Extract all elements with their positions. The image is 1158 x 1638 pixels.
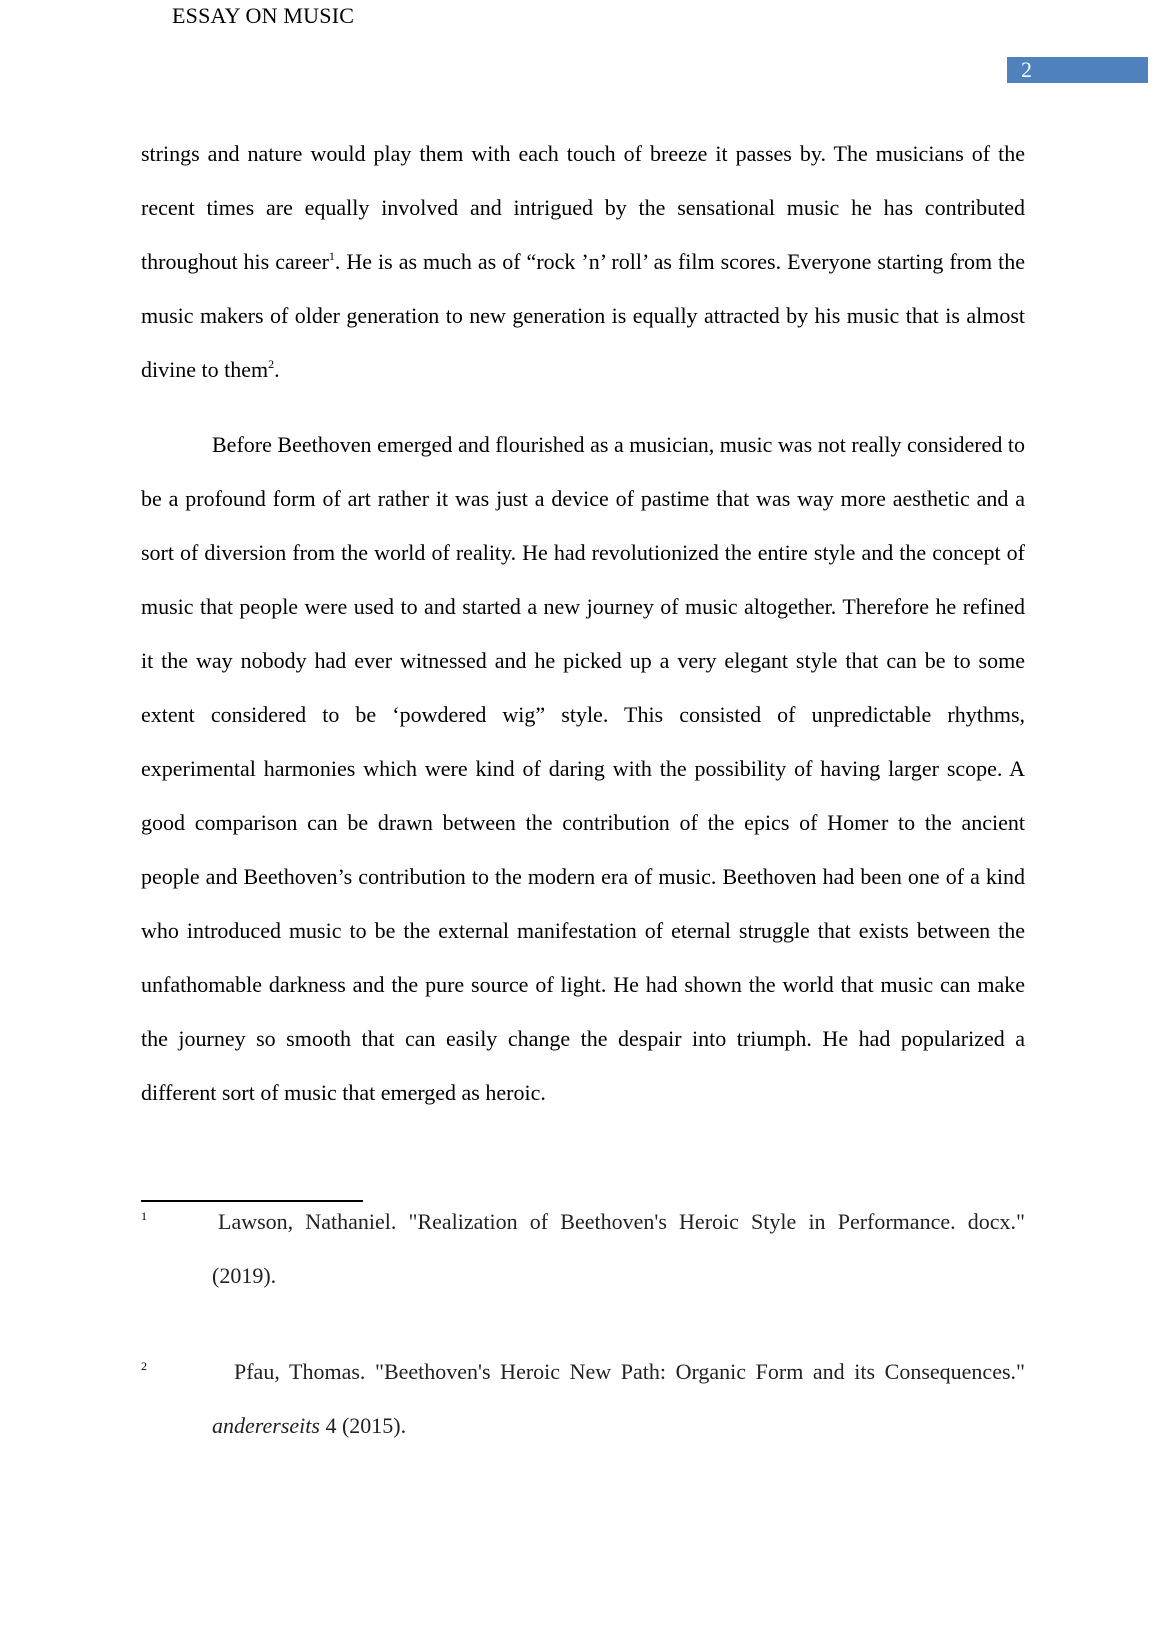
paragraph-1-text-b: . He is as much as of “rock ’n’ roll’ as film scores. Everyone starting from the music makers of older generation to new generation is equally attracted by his music that is almost divine to them xyxy=(141,249,1025,382)
footnote-ref-2[interactable]: 2 xyxy=(268,357,275,371)
running-head: ESSAY ON MUSIC xyxy=(172,3,355,28)
footnote-1-text: Lawson, Nathaniel. "Realization of Beethoven's Heroic Style in Performance. docx." (2019). xyxy=(212,1209,1025,1288)
footnote-2-number: 2 xyxy=(141,1359,147,1373)
paragraph-1-text-a: strings and nature would play them with each touch of breeze it passes by. The musicians of the recent times are equally involved and intrigued by the sensational music he has contributed throughout his career xyxy=(141,141,1025,274)
paragraph-2: Before Beethoven emerged and flourished as a musician, music was not really considered to be a profound form of art rather it was just a device of pastime that was way more aesthetic and a sort of diversion from the world of reality. He had revolutionized the entire style and the concept of music that people were used to and started a new journey of music altogether. Therefore he refined it the way nobody had ever witnessed and he picked up a very elegant style that can be to some extent considered to be ‘powdered wig” style. This consisted of unpredictable rhythms, experimental harmonies which were kind of daring with the possibility of having larger scope. A good comparison can be drawn between the contribution of the epics of Homer to the ancient people and Beethoven’s contribution to the modern era of music. Beethoven had been one of a kind who introduced music to be the external manifestation of eternal struggle that exists between the unfathomable darkness and the pure source of light. He had shown the world that music can make the journey so smooth that can easily change the despair into triumph. He had popularized a different sort of music that emerged as heroic. xyxy=(141,432,1025,1105)
footnote-1-number: 1 xyxy=(141,1209,147,1223)
footnote-2-journal: andererseits xyxy=(212,1413,320,1438)
page-number-box xyxy=(1007,57,1148,83)
page-number: 2 xyxy=(1021,57,1032,82)
footnote-2-text: Pfau, Thomas. "Beethoven's Heroic New Path: Organic Form and its Consequences." xyxy=(234,1359,1025,1384)
footnote-ref-1[interactable]: 1 xyxy=(328,249,335,263)
footnote-2 xyxy=(212,1345,1025,1453)
footnote-1 xyxy=(212,1195,1025,1303)
paragraph-1-text-c: . xyxy=(274,357,280,382)
footnote-2-text-end: 4 (2015). xyxy=(319,1413,407,1438)
paragraph-1 xyxy=(141,127,1025,397)
